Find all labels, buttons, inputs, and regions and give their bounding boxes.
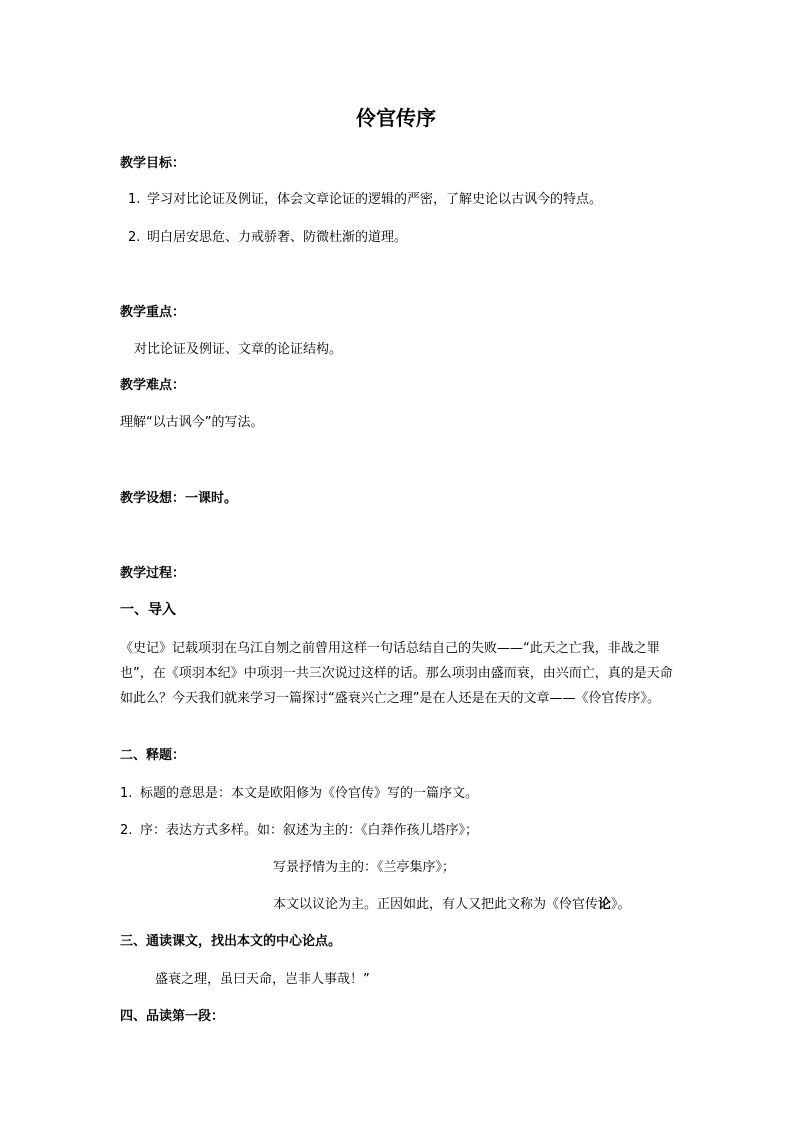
teaching-plan-label: 教学设想： — [120, 491, 186, 506]
intro-paragraph: 《史记》记载项羽在乌江自刎之前曾用这样一句话总结自己的失败——“此天之亡我，非战之罪也”，在《项羽本纪》中项羽一共三次说过这样的话。那么项羽由盛而衰，由兴而亡，真的是天命如此么？今天我们就来学习一篇探讨“盛衰兴亡之理”是在人还是在天的文章——《伶官传序》。 — [120, 641, 673, 706]
list-item-text: 序：表达方式多样。如：叙述为主的：《白莽作孩儿塔序》； — [140, 823, 479, 838]
objectives-heading: 教学目标： — [120, 156, 186, 171]
intro-heading: 一、导入 — [120, 602, 176, 618]
list-number: 1. — [120, 786, 133, 801]
list-item-text: 明白居安思危、力戒骄奢、防微杜渐的道理。 — [147, 230, 408, 245]
page-title: 伶官传序 — [356, 106, 436, 130]
list-number: 1. — [128, 192, 141, 207]
list-number: 2. — [120, 823, 133, 838]
central-thesis-quote: 盛衰之理，虽曰天命，岂非人事哉！” — [155, 972, 370, 987]
key-points-text: 对比论证及例证、文章的论证结构。 — [134, 342, 343, 357]
reading-heading: 三、通读课文，找出本文的中心论点。 — [120, 934, 342, 949]
teaching-plan — [120, 491, 237, 507]
process-heading: 教学过程： — [120, 566, 186, 581]
list-item-text: 标题的意思是：本文是欧阳修为《伶官传》写的一篇序文。 — [140, 786, 479, 801]
preface-argument-text: 本文以议论为主。正因如此，有人又把此文称为《伶官传 — [273, 897, 599, 912]
list-item-text: 学习对比论证及例证，体会文章论证的逻辑的严密，了解史论以古讽今的特点。 — [147, 192, 603, 207]
preface-type-argument — [273, 897, 631, 913]
difficulties-text: 理解“以古讽今”的写法。 — [120, 415, 264, 430]
title-explain-heading: 二、释题： — [120, 748, 186, 763]
key-points-heading: 教学重点： — [120, 305, 186, 320]
list-number: 2. — [128, 230, 141, 245]
preface-argument-close: 》。 — [611, 897, 631, 912]
difficulties-heading: 教学难点： — [120, 378, 186, 393]
preface-type-scenery: 写景抒情为主的：《兰亭集序》； — [273, 860, 456, 875]
para1-heading: 四、品读第一段： — [120, 1009, 225, 1024]
preface-argument-emphasis: 论 — [598, 897, 612, 912]
teaching-plan-value: 一课时。 — [185, 491, 238, 506]
